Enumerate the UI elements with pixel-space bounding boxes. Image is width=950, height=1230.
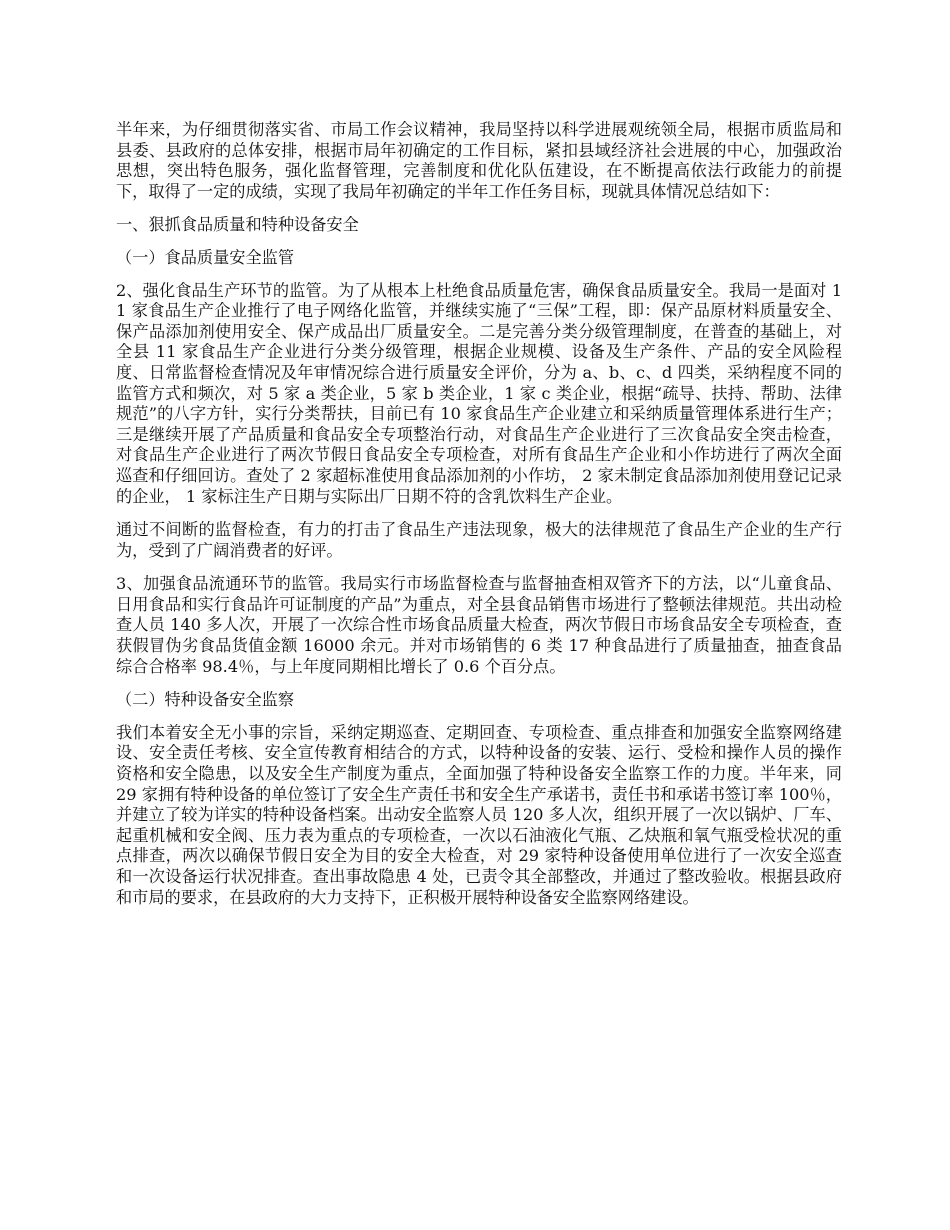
intro-paragraph: 半年来，为仔细贯彻落实省、市局工作会议精神，我局坚持以科学进展观统领全局，根据市质监局和县委、县政府的总体安排，根据市局年初确定的工作目标，紧扣县域经济社会进展的中心，加强政治思想，突出特色服务，强化监督管理，完善制度和优化队伍建设，在不断提高依法行政能力的前提下，取得了一定的成绩，实现了我局年初确定的半年工作任务目标，现就具体情况总结如下：	[116, 120, 842, 201]
supervision-result-paragraph: 通过不间断的监督检查，有力的打击了食品生产违法现象，极大的法律规范了食品生产企业的生产行为，受到了广阔消费者的好评。	[116, 520, 842, 560]
subsection-heading-special-equipment: （二）特种设备安全监察	[116, 690, 295, 710]
document-page	[116, 120, 842, 921]
production-supervision-paragraph: 2、强化食品生产环节的监管。为了从根本上杜绝食品质量危害，确保食品质量安全。我局一是面对 11 家食品生产企业推行了电子网络化监管，并继续实施了“三保”工程，即：保产品原材料质量安全、保产品添加剂使用安全、保产成品出厂质量安全。二是完善分类分级管理制度，在普查的基础上，对全县 11 家食品生产企业进行分类分级管理，根据企业规模、设备及生产条件、产品的安全风险程度、日常监督检查情况及年审情况综合进行质量安全评价，分为 a、b、c、d 四类，采纳程度不同的监管方式和频次，对 5 家 a 类企业，5 家 b 类企业，1 家 c 类企业，根据“疏导、扶持、帮助、法律规范”的八字方针，实行分类帮扶，目前已有 10 家食品生产企业建立和采纳质量管理体系进行生产；三是继续开展了产品质量和食品安全专项整治行动，对食品生产企业进行了三次食品安全突击检查，对食品生产企业进行了两次节假日食品安全专项检查，对所有食品生产企业和小作坊进行了两次全面巡查和仔细回访。查处了 2 家超标准使用食品添加剂的小作坊， 2 家未制定食品添加剂使用登记记录的企业， 1 家标注生产日期与实际出厂日期不符的含乳饮料生产企业。	[116, 280, 842, 506]
subsection-heading-food-quality: （一）食品质量安全监管	[116, 247, 295, 267]
section-heading-food-equipment-safety: 一、狠抓食品质量和特种设备安全	[116, 215, 359, 235]
circulation-supervision-paragraph: 3、加强食品流通环节的监管。我局实行市场监督检查与监督抽查相双管齐下的方法，以“儿童食品、日用食品和实行食品许可证制度的产品”为重点，对全县食品销售市场进行了整顿法律规范。共出动检查人员 140 多人次，开展了一次综合性市场食品质量大检查，两次节假日市场食品安全专项检查，查获假冒伪劣食品货值金额 16000 余元。并对市场销售的 6 类 17 种食品进行了质量抽查，抽查食品综合合格率 98.4％，与上年度同期相比增长了 0.6 个百分点。	[116, 574, 842, 676]
special-equipment-paragraph: 我们本着安全无小事的宗旨，采纳定期巡查、定期回查、专项检查、重点排查和加强安全监察网络建设、安全责任考核、安全宣传教育相结合的方式，以特种设备的安装、运行、受检和操作人员的操作资格和安全隐患，以及安全生产制度为重点，全面加强了特种设备安全监察工作的力度。半年来，同 29 家拥有特种设备的单位签订了安全生产责任书和安全生产承诺书，责任书和承诺书签订率 100％，并建立了较为详实的特种设备档案。出动安全监察人员 120 多人次，组织开展了一次以锅炉、厂车、起重机械和安全阀、压力表为重点的专项检查，一次以石油液化气瓶、乙炔瓶和氧气瓶受检状况的重点排查，两次以确保节假日安全为目的安全大检查，对 29 家特种设备使用单位进行了一次安全巡查和一次设备运行状况排查。查出事故隐患 4 处，已责令其全部整改，并通过了整改验收。根据县政府和市局的要求，在县政府的大力支持下，正积极开展特种设备安全监察网络建设。	[116, 722, 842, 907]
